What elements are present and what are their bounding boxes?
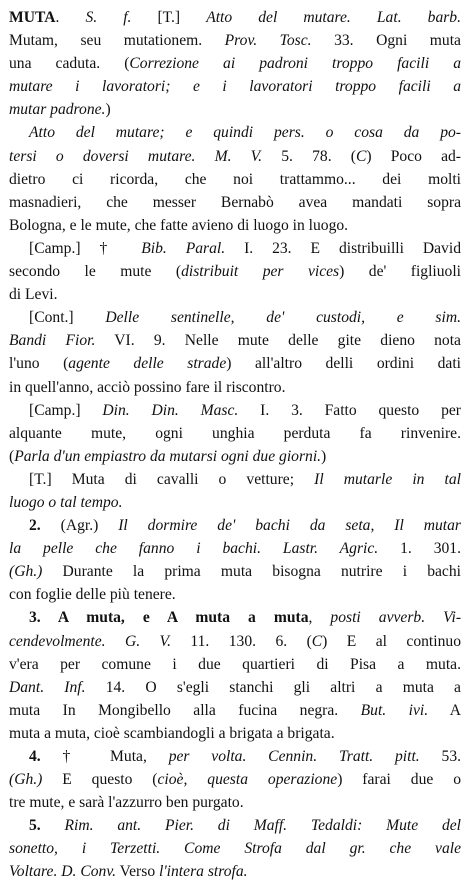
sense-heading: 4. <box>29 748 63 765</box>
entry-line <box>9 29 461 52</box>
entry-line <box>9 514 461 537</box>
body-text: una caduta. ( <box>9 55 130 73</box>
italic-text: cendevolmente. G. V. <box>9 632 171 650</box>
italic-text: mutar padrone. <box>9 101 106 119</box>
italic-text: Atto del mutare; e quindi pers. o cosa da po- <box>29 124 461 142</box>
entry-line <box>9 306 461 329</box>
italic-text: Bandi Fior. <box>9 332 96 350</box>
body-text: [T.] Muta di cavalli o vetture; <box>29 470 315 488</box>
entry-line <box>9 52 461 75</box>
entry-line <box>9 814 461 837</box>
entry-line <box>9 399 461 422</box>
italic-text: But. ivi. <box>360 701 429 719</box>
italic-text: S. f. <box>85 9 132 26</box>
entry-line <box>9 237 461 260</box>
entry-line <box>9 75 461 98</box>
italic-text: Correzione ai padroni troppo facili a <box>129 55 461 73</box>
entry-line <box>9 653 461 676</box>
entry-line <box>9 260 461 283</box>
body-text: (Agr.) <box>60 517 119 535</box>
body-text: in quell'anno, acciò possino fare il riscontro. <box>9 378 286 396</box>
body-text: 11. 130. 6. ( <box>170 632 312 650</box>
italic-text: distribuit per vices <box>181 263 340 281</box>
italic-text: luogo o tal tempo. <box>9 493 123 511</box>
body-text: alquante mute, ogni unghia perduta fa rinvenire. <box>9 424 461 442</box>
italic-text: la pelle che fanno i bachi. Lastr. Agric. <box>9 540 379 558</box>
body-text: con foglie delle più tenere. <box>9 586 176 604</box>
entry-muta <box>9 6 461 884</box>
body-text: Mutam, seu mutationem. <box>9 32 225 50</box>
sense-heading: 3. A muta, e A muta a muta <box>29 609 309 627</box>
entry-line <box>9 121 461 144</box>
italic-text: (Gh.) <box>9 563 43 581</box>
entry-line <box>9 98 461 121</box>
entry-line <box>9 191 461 214</box>
body-text: . <box>55 9 86 26</box>
body-text: 33. Ogni muta <box>311 32 461 50</box>
body-text: I. 23. E distribuilli David <box>225 239 461 257</box>
italic-text: Din. Din. Masc. <box>102 401 239 419</box>
body-text: v'era per comune i due quartieri di Pisa a muta. <box>9 655 461 673</box>
body-text: [Cont.] <box>29 309 106 327</box>
entry-line <box>9 606 461 629</box>
body-text: 1. 301. <box>378 540 461 558</box>
body-text: ) farai due o <box>337 771 461 789</box>
entry-line <box>9 699 461 722</box>
entry-line <box>9 745 461 768</box>
body-text: ) E al continuo <box>322 632 461 650</box>
entry-line <box>9 860 461 883</box>
body-text: masnadieri, che messer Bernabò avea mandati sopra <box>9 193 461 211</box>
entry-line <box>9 630 461 653</box>
entry-line <box>9 837 461 860</box>
entry-line <box>9 168 461 191</box>
sense-heading: MUTA <box>9 9 56 26</box>
body-text: Durante la prima muta bisogna nutrire i bachi <box>42 563 461 581</box>
entry-line <box>9 468 461 491</box>
entry-line <box>9 791 461 814</box>
body-text: ( <box>9 447 15 465</box>
italic-text: (Gh.) <box>9 771 43 789</box>
body-text: A <box>428 701 461 719</box>
entry-line <box>9 352 461 375</box>
body-text: di Levi. <box>9 286 58 304</box>
sense-heading: 2. <box>29 517 61 535</box>
body-text: ) <box>321 447 327 465</box>
entry-line <box>9 537 461 560</box>
italic-text: C <box>311 632 323 650</box>
sense-heading: 5. <box>29 817 65 835</box>
entry-line <box>9 329 461 352</box>
body-text: ) Poco ad- <box>366 147 461 165</box>
entry-line <box>9 376 461 399</box>
italic-text: Il dormire de' bachi da seta, Il mutar <box>118 517 461 535</box>
italic-text: C <box>355 147 367 165</box>
italic-text: Parla d'un empiastro da mutarsi ogni due giorni. <box>14 447 322 465</box>
body-text: Verso <box>115 863 160 881</box>
italic-text: Bib. Paral. <box>141 239 226 257</box>
italic-text: Voltare. D. Conv. <box>9 863 116 881</box>
body-text: muta In Mongibello alla fucina negra. <box>9 701 361 719</box>
body-text: 14. O s'egli stanchi gli altri a muta a <box>85 678 461 696</box>
italic-text: Prov. Tosc. <box>224 32 312 50</box>
body-text: ) all'altro delli ordini dati <box>226 355 461 373</box>
body-text: I. 3. Fatto questo per <box>238 401 461 419</box>
body-text: Bologna, e le mute, che fatte avieno di luogo in luogo. <box>9 216 349 234</box>
entry-line <box>9 145 461 168</box>
body-text: l'uno ( <box>9 355 69 373</box>
italic-text: cioè, questa operazione <box>157 771 338 789</box>
entry-line <box>9 6 461 29</box>
body-text: ) de' figliuoli <box>339 263 461 281</box>
italic-text: Atto del mutare. Lat. barb. <box>206 9 461 26</box>
body-text: tre mute, e sarà l'azzurro ben purgato. <box>9 794 244 812</box>
italic-text: posti avverb. Vi- <box>330 609 461 627</box>
entry-line <box>9 422 461 445</box>
body-text: 53. <box>419 748 461 765</box>
italic-text: Rim. ant. Pier. di Maff. Tedaldi: Mute del <box>64 817 461 835</box>
entry-line <box>9 676 461 699</box>
body-text: † Muta, <box>62 748 169 765</box>
italic-text: Delle sentinelle, de' custodi, e sim. <box>105 309 461 327</box>
entry-line <box>9 491 461 514</box>
body-text: VI. 9. Nelle mute delle gite dieno nota <box>95 332 461 350</box>
body-text: 5. 78. ( <box>262 147 356 165</box>
entry-line <box>9 283 461 306</box>
italic-text: l'intera strofa. <box>159 863 248 881</box>
entry-line <box>9 768 461 791</box>
body-text: ) <box>105 101 111 119</box>
entry-line <box>9 445 461 468</box>
entry-line <box>9 583 461 606</box>
body-text: [Camp.] <box>29 401 103 419</box>
italic-text: per volta. Cennin. Tratt. pitt. <box>168 748 420 765</box>
italic-text: tersi o doversi mutare. M. V. <box>9 147 263 165</box>
body-text: E questo ( <box>42 771 158 789</box>
entry-line <box>9 214 461 237</box>
body-text: , <box>308 609 331 627</box>
body-text: dietro ci ricorda, che noi trattammo... dei molti <box>9 170 461 188</box>
body-text: secondo le mute ( <box>9 263 182 281</box>
italic-text: mutare i lavoratori; e i lavoratori troppo facili a <box>9 78 461 96</box>
entry-line <box>9 560 461 583</box>
italic-text: Dant. Inf. <box>9 678 86 696</box>
body-text: [T.] <box>131 9 207 26</box>
italic-text: sonetto, i Terzetti. Come Strofa dal gr. che vale <box>9 840 461 858</box>
entry-line <box>9 722 461 745</box>
italic-text: agente delle strade <box>68 355 227 373</box>
body-text: [Camp.] † <box>29 239 142 257</box>
body-text: muta a muta, cioè scambiandogli a brigata a brigata. <box>9 724 335 742</box>
italic-text: Il mutarle in tal <box>314 470 461 488</box>
